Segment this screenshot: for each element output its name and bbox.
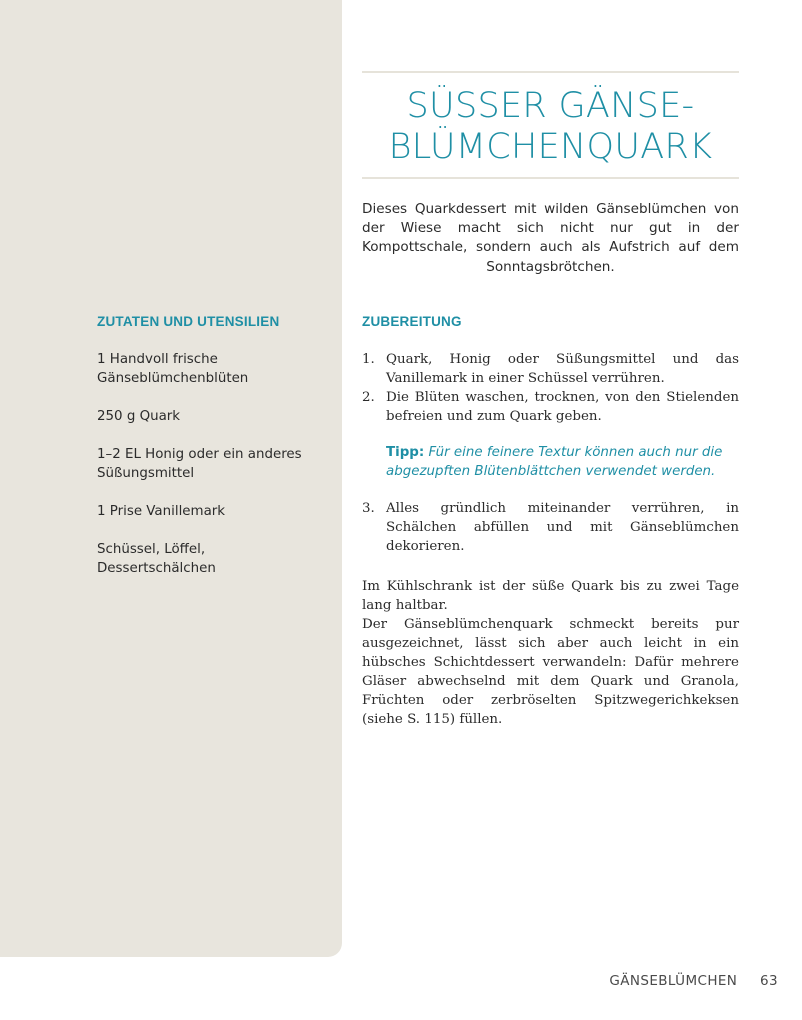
step-text: Alles gründlich miteinander verrühren, in Schälchen abfüllen und mit Gänseblümchen dekorieren. <box>386 501 739 554</box>
ingredient-item: Schüssel, Löffel, Dessertschälchen <box>97 542 216 576</box>
page-title <box>362 86 739 168</box>
ingredients-list <box>97 350 317 597</box>
closing-paragraph: Der Gänseblümchenquark schmeckt bereits pur ausgezeichnet, lässt sich aber auch leicht in ein hübsches Schichtdessert verwandeln: Dafür mehrere Gläser abwechselnd mit dem Quark und Granola, Früchten oder zerbröselten Spitzwegerichkeksen (siehe S. 115) füllen. <box>362 617 739 727</box>
step-item <box>362 499 739 556</box>
ingredients-heading: ZUTATEN UND UTENSILIEN <box>97 314 280 329</box>
ingredient-item: 1 Prise Vanillemark <box>97 504 226 519</box>
ingredient-item: 250 g Quark <box>97 409 181 424</box>
title-line-2: BLÜMCHENQUARK <box>388 127 713 167</box>
closing-paragraph: Im Kühlschrank ist der süße Quark bis zu zwei Tage lang haltbar. <box>362 579 739 613</box>
intro-text: Dieses Quarkdessert mit wilden Gänseblümchen von der Wiese macht sich nicht nur gut in der Kompottschale, sondern auch als Aufstrich auf dem Sonntagsbrötchen. <box>362 201 739 275</box>
step-text: Die Blüten waschen, trocknen, von den Stielenden befreien und zum Quark geben. <box>386 390 739 424</box>
closing-text <box>362 577 739 729</box>
ingredient-item: 1–2 EL Honig oder ein anderes Süßungsmittel <box>97 447 302 481</box>
step-item <box>362 388 739 426</box>
tip-text: Für eine feinere Textur können auch nur die abgezupften Blütenblättchen verwendet werden. <box>386 445 723 479</box>
title-top-rule <box>362 71 739 73</box>
footer-section: GÄNSEBLÜMCHEN <box>609 973 738 989</box>
title-line-1: SÜSSER GÄNSE- <box>406 86 695 126</box>
ingredient-item: 1 Handvoll frische Gänseblümchenblüten <box>97 352 249 386</box>
page-footer <box>609 973 778 989</box>
step-number: 3. <box>362 501 375 516</box>
page-number: 63 <box>760 973 778 989</box>
step-number: 2. <box>362 390 375 405</box>
preparation-steps <box>362 350 739 556</box>
tip-label: Tipp: <box>386 445 425 460</box>
title-bottom-rule <box>362 177 739 179</box>
step-text: Quark, Honig oder Süßungsmittel und das Vanillemark in einer Schüssel verrühren. <box>386 352 739 386</box>
tip-box <box>386 443 739 481</box>
step-item <box>362 350 739 388</box>
preparation-heading: ZUBEREITUNG <box>362 314 462 329</box>
step-number: 1. <box>362 352 375 367</box>
